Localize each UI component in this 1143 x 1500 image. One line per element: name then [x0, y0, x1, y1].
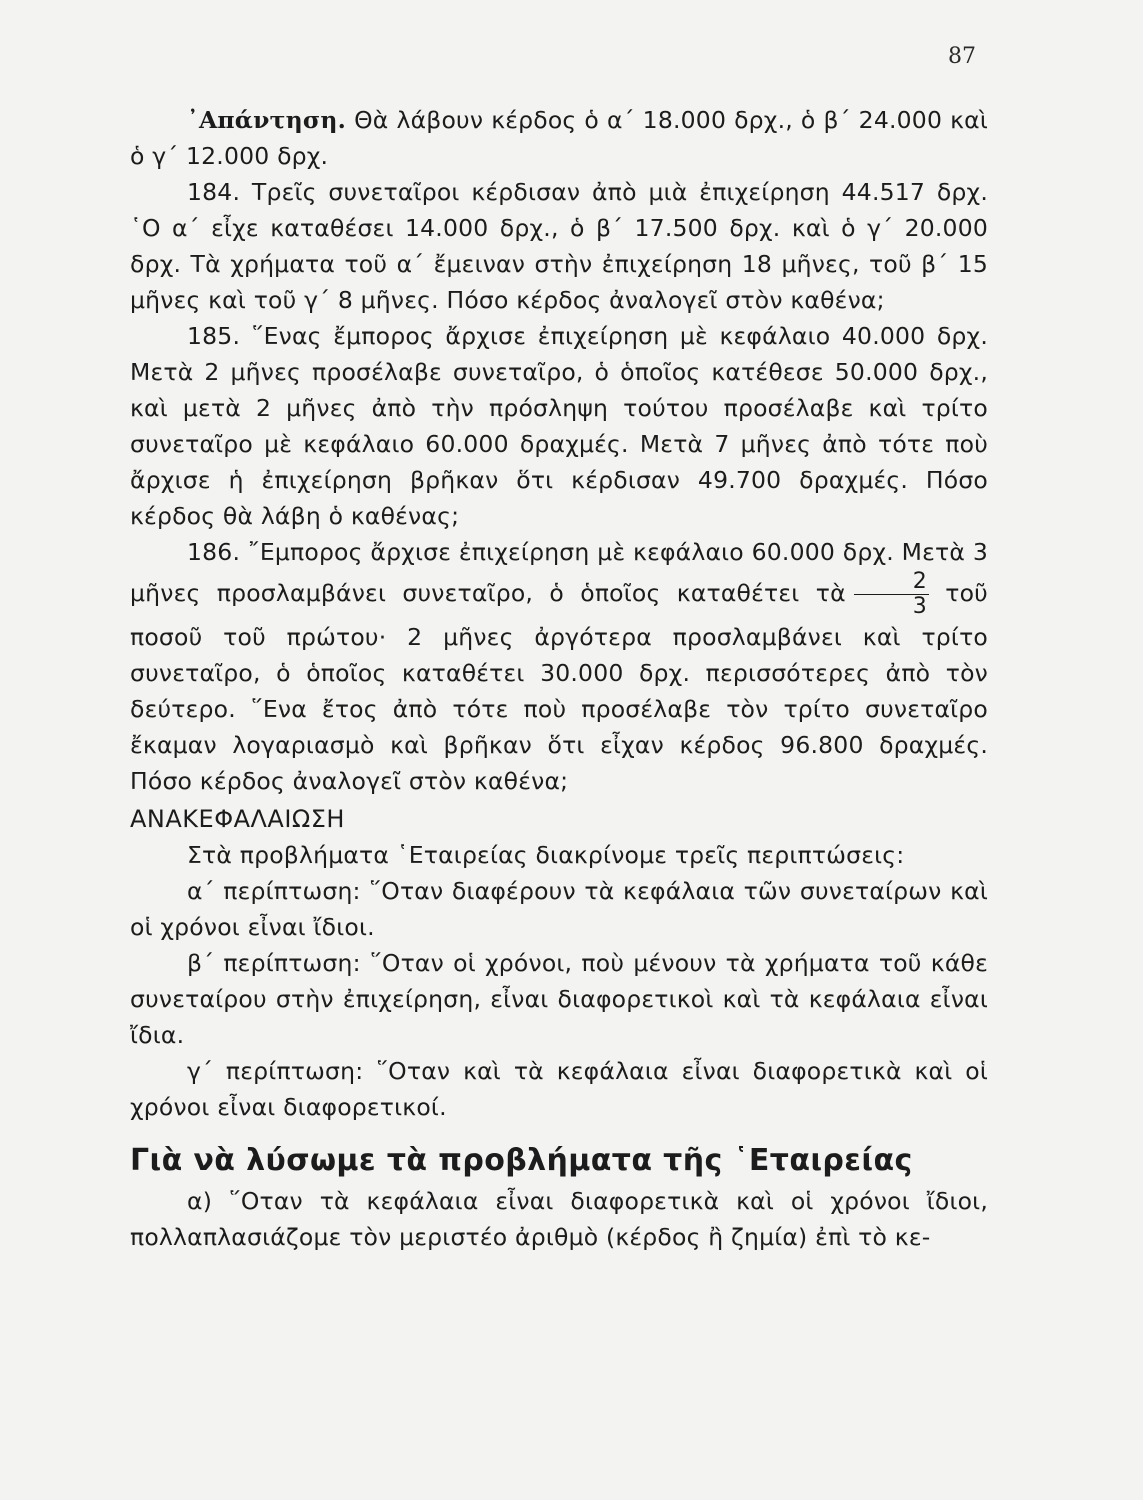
summary-intro: Στὰ προβλήματα ῾Εταιρείας διακρίνομε τρεῖς περιπτώσεις: [187, 841, 905, 869]
problem-186 [130, 534, 988, 799]
problem-184: 184. Τρεῖς συνεταῖροι κέρδισαν ἀπὸ μιὰ ἐπιχείρηση 44.517 δρχ. ῾Ο α΄ εἶχε καταθέσει 14.000 δρχ., ὁ β΄ 17.500 δρχ. καὶ ὁ γ΄ 20.000 δρχ. Τὰ χρήματα τοῦ α΄ ἔμειναν στὴν ἐπιχείρηση 18 μῆνες, τοῦ β΄ 15 μῆνες καὶ τοῦ γ΄ 8 μῆνες. Πόσο κέρδος ἀναλογεῖ στὸν καθένα; [130, 178, 988, 314]
case-b-text: ῞Οταν οἱ χρόνοι, ποὺ μένουν τὰ χρήματα τοῦ κάθε συνεταίρου στὴν ἐπιχείρηση, εἶναι διαφορετικοὶ καὶ τὰ κεφάλαια εἶναι ἴδια. [130, 949, 988, 1049]
case-c-label: γ΄ περίπτωση: [187, 1057, 364, 1085]
answer-text: Θὰ λάβουν κέρδος ὁ α΄ 18.000 δρχ., ὁ β΄ 24.000 καὶ ὁ γ΄ 12.000 δρχ. [130, 106, 988, 170]
problem-186-text-after: τοῦ ποσοῦ τοῦ πρώτου· 2 μῆνες ἀργότερα προσλαμβάνει καὶ τρίτο συνεταῖρο, ὁ ὁποῖος καταθέτει 30.000 δρχ. περισσότερες ἀπὸ τὸν δεύτερο. ῞Ενα ἔτος ἀπὸ τότε ποὺ προσέλαβε τὸν τρίτο συνεταῖρο ἔκαμαν λογαριασμὸ καὶ βρῆκαν ὅτι εἶχαν κέρδος 96.800 δραχμές. Πόσο κέρδος ἀναλογεῖ στὸν καθένα; [130, 579, 988, 795]
fraction-denominator: 3 [912, 594, 927, 619]
fraction-two-thirds [854, 570, 929, 619]
fraction-numerator: 2 [854, 570, 929, 595]
case-a-text: ῞Οταν διαφέρουν τὰ κεφάλαια τῶν συνεταίρων καὶ οἱ χρόνοι εἶναι ἴδιοι. [130, 877, 988, 941]
page-body [130, 102, 988, 1255]
problem-185: 185. ῞Ενας ἔμπορος ἄρχισε ἐπιχείρηση μὲ κεφάλαιο 40.000 δρχ. Μετὰ 2 μῆνες προσέλαβε συνεταῖρο, ὁ ὁποῖος κατέθεσε 50.000 δρχ., καὶ μετὰ 2 μῆνες ἀπὸ τὴν πρόσληψη τούτου προσέλαβε καὶ τρίτο συνεταῖρο μὲ κεφάλαιο 60.000 δραχμές. Μετὰ 7 μῆνες ἀπὸ τότε ποὺ ἄρχισε ἡ ἐπιχείρηση βρῆκαν ὅτι κέρδισαν 49.700 δραχμές. Πόσο κέρδος θὰ λάβη ὁ καθένας; [130, 322, 988, 530]
case-c-text: ῞Οταν καὶ τὰ κεφάλαια εἶναι διαφορετικὰ καὶ οἱ χρόνοι εἶναι διαφορετικοί. [130, 1057, 988, 1121]
case-c [130, 1053, 988, 1125]
case-a [130, 873, 988, 945]
case-a-label: α΄ περίπτωση: [187, 877, 361, 905]
solving-case-a: α) ῞Οταν τὰ κεφάλαια εἶναι διαφορετικὰ καὶ οἱ χρόνοι ἴδιοι, πολλαπλασιάζομε τὸν μεριστέο ἀριθμὸ (κέρδος ἢ ζημία) ἐπὶ τὸ κε- [130, 1187, 988, 1251]
answer-label: ᾿Απάντηση. [187, 106, 347, 134]
page-number: 87 [948, 44, 976, 69]
case-b [130, 945, 988, 1053]
problem-186-text-before: 186. ῎Εμπορος ἄρχισε ἐπιχείρηση μὲ κεφάλαιο 60.000 δρχ. Μετὰ 3 μῆνες προσλαμβάνει συνεταῖρο, ὁ ὁποῖος καταθέτει τὰ [130, 538, 988, 607]
summary-heading: ΑΝΑΚΕΦΑΛΑΙΩΣΗ [130, 805, 345, 833]
case-b-label: β΄ περίπτωση: [187, 949, 361, 977]
solving-heading: Γιὰ νὰ λύσωμε τὰ προβλήματα τῆς ῾Εταιρείας [130, 1143, 913, 1178]
answer-paragraph [130, 102, 988, 174]
